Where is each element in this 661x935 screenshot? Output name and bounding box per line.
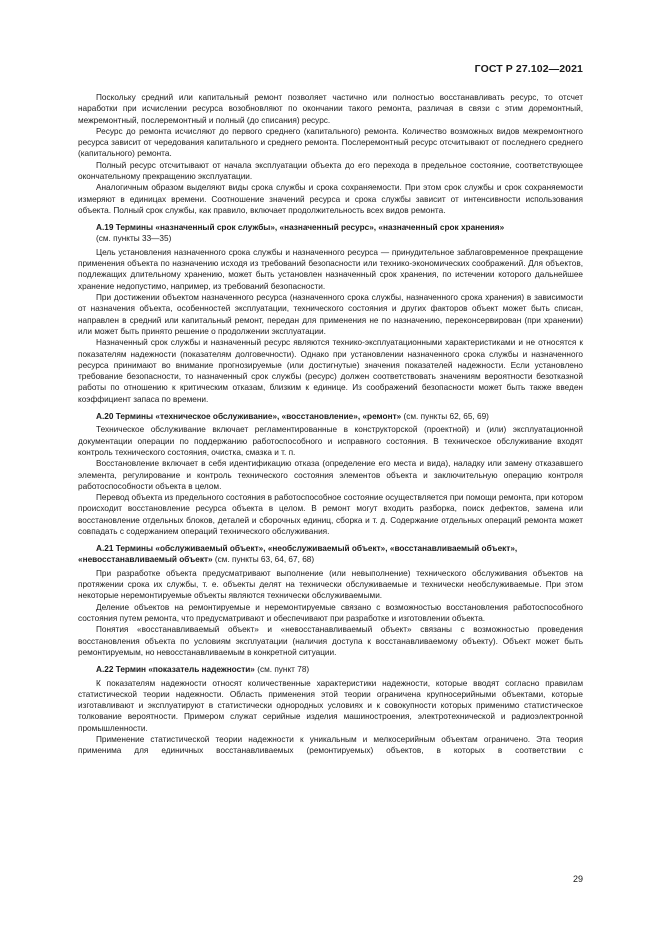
paragraph: Техническое обслуживание включает регламентированные в конструкторской (проектной) и (или) эксплуатационной документации операции по поддержанию работоспособного и исправного состояния. В техническое обслуживание входят контроль технического состояния, очистка, смазка и т. п. (78, 425, 583, 457)
paragraph: Полный ресурс отсчитывают от начала эксплуатации объекта до его перехода в предельное состояние, соответствующее окончательному прекращению эксплуатации. (78, 160, 583, 182)
document-body (78, 92, 583, 757)
paragraph: Назначенный срок службы и назначенный ресурс являются технико-эксплуатационными характеристиками и не относятся к показателям надежности (показателям долговечности). Однако при установлении назначенного срока службы и назначенного ресурса принимают во внимание прогнозируемые (или достигнутые) значения показателей надежности. Если установлено требование безопасности, то назначенный срок службы (ресурс) должен соответствовать значениям вероятности безотказной работы по отношению к критическим отказам, близким к единице. Из соображений безопасности может быть также введен коэффициент запаса по времени. (78, 338, 583, 404)
section-heading-reference: (см. пункты 33—35) (96, 234, 172, 244)
paragraph: При достижении объектом назначенного ресурса (назначенного срока службы, назначенного срока хранения) в зависимости от назначения объекта, особенностей эксплуатации, технического состояния и других факторов объект может быть списан, направлен в средний или капитальный ремонт, передан для применения не по назначению, переконсервирован (при хранении) или может быть принято решение о продолжении эксплуатации. (78, 293, 583, 336)
section-heading (78, 543, 583, 566)
section-heading-reference: (см. пункты 62, 65, 69) (401, 411, 489, 421)
section-heading-title: А.22 Термин «показатель надежности» (96, 664, 255, 674)
paragraph: Понятия «восстанавливаемый объект» и «невосстанавливаемый объект» связаны с возможностью проведения восстановления объекта по условиям эксплуатации (наличия доступа к восстанавливаемому объекту). Объект может быть ремонтируемым, но невосстанавливаемым в конкретной ситуации. (78, 625, 583, 657)
section-heading-reference: (см. пункт 78) (254, 664, 310, 674)
section-heading (78, 411, 583, 422)
paragraph: При разработке объекта предусматривают выполнение (или невыполнение) технического обслуживания объектов на протяжении срока их службы, т. е. объекты делят на технически обслуживаемые и технически необслуживаемые. При этом некоторые неремонтируемые объекты являются технически обслуживаемыми. (78, 568, 583, 601)
paragraph: К показателям надежности относят количественные характеристики надежности, которые вводят согласно правилам статистической теории надежности. Область применения этой теории ограничена крупносерийными объектами, которые изготавливают и эксплуатируют в статистически однородных условиях и к совокупности которых применимо статистическое толкование вероятности. Примером служат серийные изделия машиностроения, электротехнической и радиоэлектронной промышленности. (78, 678, 583, 733)
paragraph: Аналогичным образом выделяют виды срока службы и срока сохраняемости. При этом срок службы и срок сохраняемости измеряют в единицах времени. Соотношение значений ресурса и срока службы зависит от интенсивности использования объекта. Полный срок службы, как правило, включает продолжительность всех видов ремонта. (78, 183, 583, 215)
document-header: ГОСТ Р 27.102—2021 (474, 63, 583, 75)
section-heading (78, 222, 583, 245)
paragraph: Поскольку средний или капитальный ремонт позволяет частично или полностью восстанавливать ресурс, то отсчет наработки при исчислении ресурса возобновляют по окончании такого ремонта, различая в связи с этим доремонтный, межремонтный, послеремонтный и полный (до списания) ресурс. (78, 93, 583, 125)
paragraph: Применение статистической теории надежности к уникальным и мелкосерийным объектам ограничено. Эта теория применима для единичных восстанавливаемых (ремонтируемых) объектов, в которых в соответствии с (78, 735, 583, 756)
paragraph: Ресурс до ремонта исчисляют до первого среднего (капитального) ремонта. Количество возможных видов межремонтного ресурса зависит от чередования капитального и среднего ремонта. Послеремонтный ресурс отсчитывают от последнего среднего (капитального) ремонта. (78, 126, 583, 159)
paragraph: Перевод объекта из предельного состояния в работоспособное состояние осуществляется при помощи ремонта, при котором происходит восстановление ресурса объекта в целом. В ремонт могут входить разборка, поиск дефектов, замена или восстановление отдельных блоков, деталей и сборочных единиц, сборка и т. д. Содержание отдельных операций ремонта может совпадать с содержанием операций технического обслуживания. (78, 493, 583, 536)
paragraph: Цель установления назначенного срока службы и назначенного ресурса — принудительное заблаговременное прекращение применения объекта по назначению исходя из требований безопасности или технико-экономических соображений. Для объектов, подлежащих длительному хранению, может быть установлен назначенный срок хранения, по истечении которого дальнейшее хранение недопустимо, например, из требований безопасности. (78, 247, 583, 291)
page-number: 29 (572, 874, 583, 884)
paragraph: Деление объектов на ремонтируемые и неремонтируемые связано с возможностью восстановления работоспособного состояния путем ремонта, что предусматривают и обеспечивают при разработке и изготовлении объекта. (78, 602, 583, 624)
section-heading-title: А.19 Термины «назначенный срок службы», «назначенный ресурс», «назначенный срок хранения» (96, 222, 505, 232)
section-heading-title: А.21 Термины «обслуживаемый объект», «необслуживаемый объект», «восстанавливаемый объект», «невосстанавливаемый объект» (78, 543, 518, 565)
section-heading-title: А.20 Термины «техническое обслуживание», «восстановление», «ремонт» (96, 411, 402, 421)
section-heading-reference: (см. пункты 63, 64, 67, 68) (212, 555, 315, 565)
section-heading (78, 664, 583, 675)
paragraph: Восстановление включает в себя идентификацию отказа (определение его места и вида), наладку или замену отказавшего элемента, регулирование и контроль технического состояния элементов объекта и заключительную операцию контроля работоспособности объекта в целом. (78, 459, 583, 491)
